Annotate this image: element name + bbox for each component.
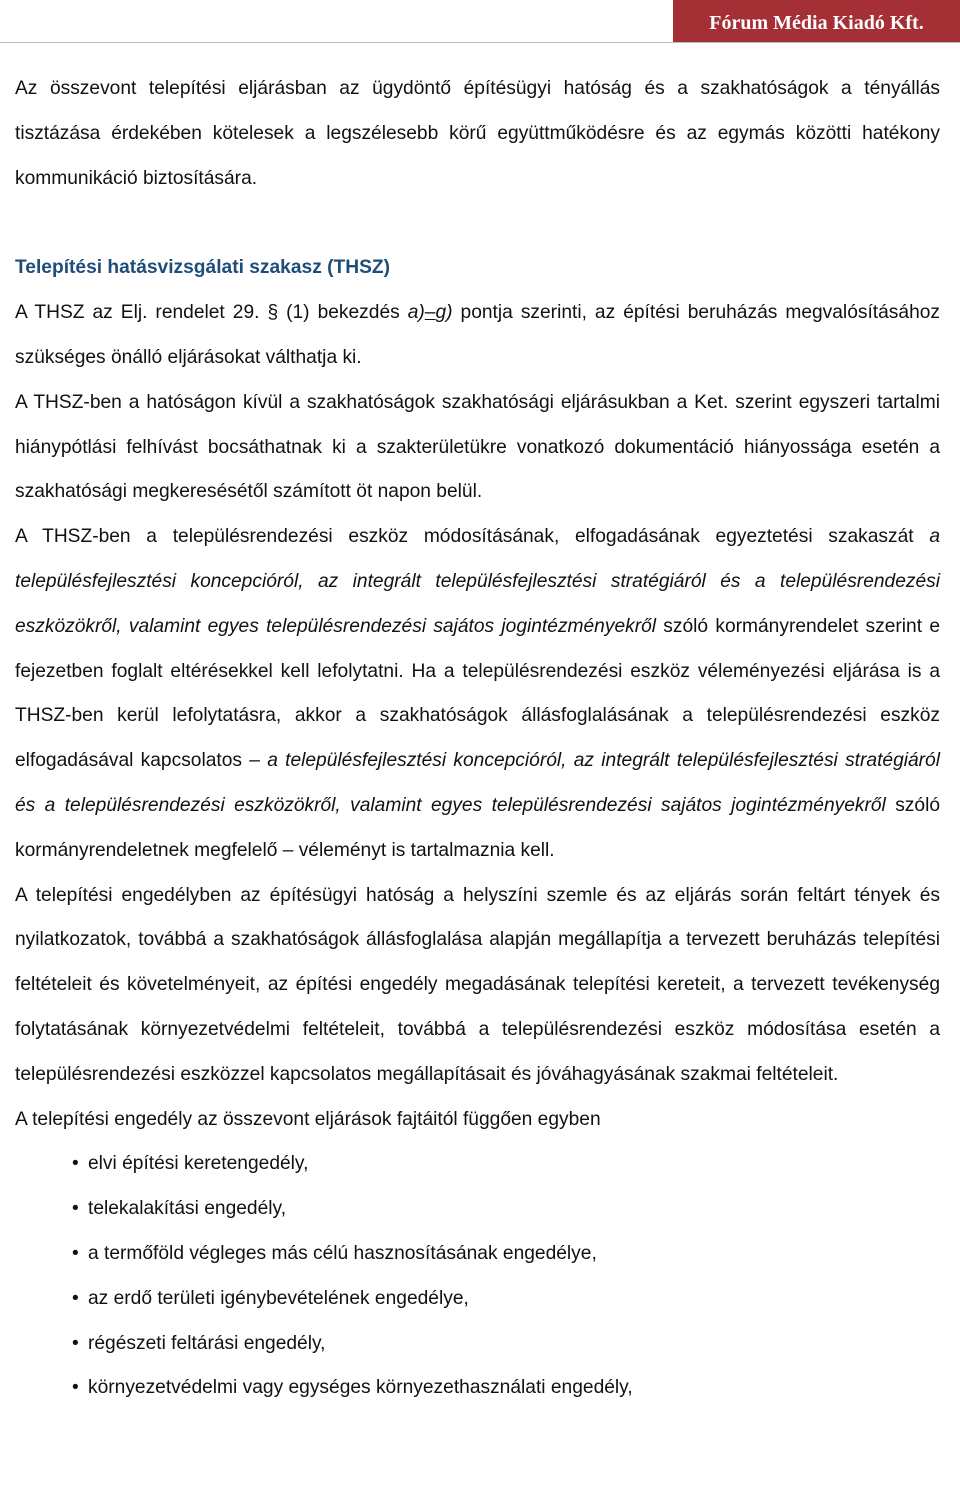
list-item: • elvi építési keretengedély,: [72, 1142, 940, 1187]
bullet-icon: •: [72, 1242, 79, 1264]
paragraph-hianypotlas: A THSZ-ben a hatóságon kívül a szakhatóságok szakhatósági eljárásukban a Ket. szerint egyszeri tartalmi hiánypótlási felhívást bocsáthatnak ki a szakterületükre vonatkozó dokumentáció hiányossága esetén a szakhatósági megkeresésétől számított öt napon belül.: [15, 391, 940, 503]
bullet-icon: •: [72, 1287, 79, 1309]
list-item: • az erdő területi igénybevételének engedélye,: [72, 1277, 940, 1322]
bullet-icon: •: [72, 1153, 79, 1175]
list-item: • környezetvédelmi vagy egységes környezethasználati engedély,: [72, 1366, 940, 1411]
paragraph-telepulesrendezes: A THSZ-ben a településrendezési eszköz módosításának, elfogadásának egyeztetési szakaszát a településfejlesztési koncepcióról, az integrált településfejlesztési stratégiáról és a településrendezési eszközökről, valamint egyes településrendezési sajátos jogintézményekről szóló kormányrendelet szerint e fejezetben foglalt eltérésekkel kell lefolytatni. Ha a településrendezési eszköz véleményezési eljárása is a THSZ-ben kerül lefolytatásra, akkor a szakhatóságok állásfoglalásának a településrendezési eszköz elfogadásával kapcsolatos – a településfejlesztési koncepcióról, az integrált településfejlesztési stratégiáról és a településrendezési eszközökről, valamint egyes településrendezési sajátos jogintézményekről szóló kormányrendeletnek megfelelő – véleményt is tartalmaznia kell.: [15, 526, 940, 861]
permit-list: [15, 1142, 940, 1411]
paragraph-cooperation: Az összevont telepítési eljárásban az ügydöntő építésügyi hatóság és a szakhatóságok a tényállás tisztázása érdekében kötelesek a legszélesebb körű együttműködésre és az egymás közötti hatékony kommunikáció biztosítására.: [15, 78, 940, 189]
bullet-icon: •: [72, 1198, 79, 1220]
publisher-banner: Fórum Média Kiadó Kft.: [673, 0, 960, 42]
list-item: • régészeti feltárási engedély,: [72, 1322, 940, 1367]
header-rule: [0, 42, 960, 43]
paragraph-thsz-scope: A THSZ az Elj. rendelet 29. § (1) bekezdés a)–g) pontja szerinti, az építési beruházás megvalósításához szükséges önálló eljárásokat válthatja ki.: [15, 302, 940, 368]
section-heading-thsz: Telepítési hatásvizsgálati szakasz (THSZ): [15, 257, 390, 279]
document-body: [15, 67, 940, 1411]
bullet-icon: •: [72, 1332, 79, 1354]
list-item: • a termőföld végleges más célú hasznosításának engedélye,: [72, 1232, 940, 1277]
paragraph-list-intro: A telepítési engedély az összevont eljárások fajtáitól függően egyben: [15, 1108, 601, 1130]
paragraph-telepitesi-engedely: A telepítési engedélyben az építésügyi hatóság a helyszíni szemle és az eljárás során feltárt tények és nyilatkozatok, továbbá a szakhatóságok állásfoglalása alapján megállapítja a tervezett beruházás telepítési feltételeit és követelményeit, az építési engedély megadásának telepítési kereteit, a tervezett tevékenység folytatásának környezetvédelmi feltételeit, továbbá a településrendezési eszköz módosítása esetén a településrendezési eszközzel kapcsolatos megállapításait és jóváhagyásának szakmai feltételeit.: [15, 884, 940, 1085]
bullet-icon: •: [72, 1377, 79, 1399]
list-item: • telekalakítási engedély,: [72, 1187, 940, 1232]
